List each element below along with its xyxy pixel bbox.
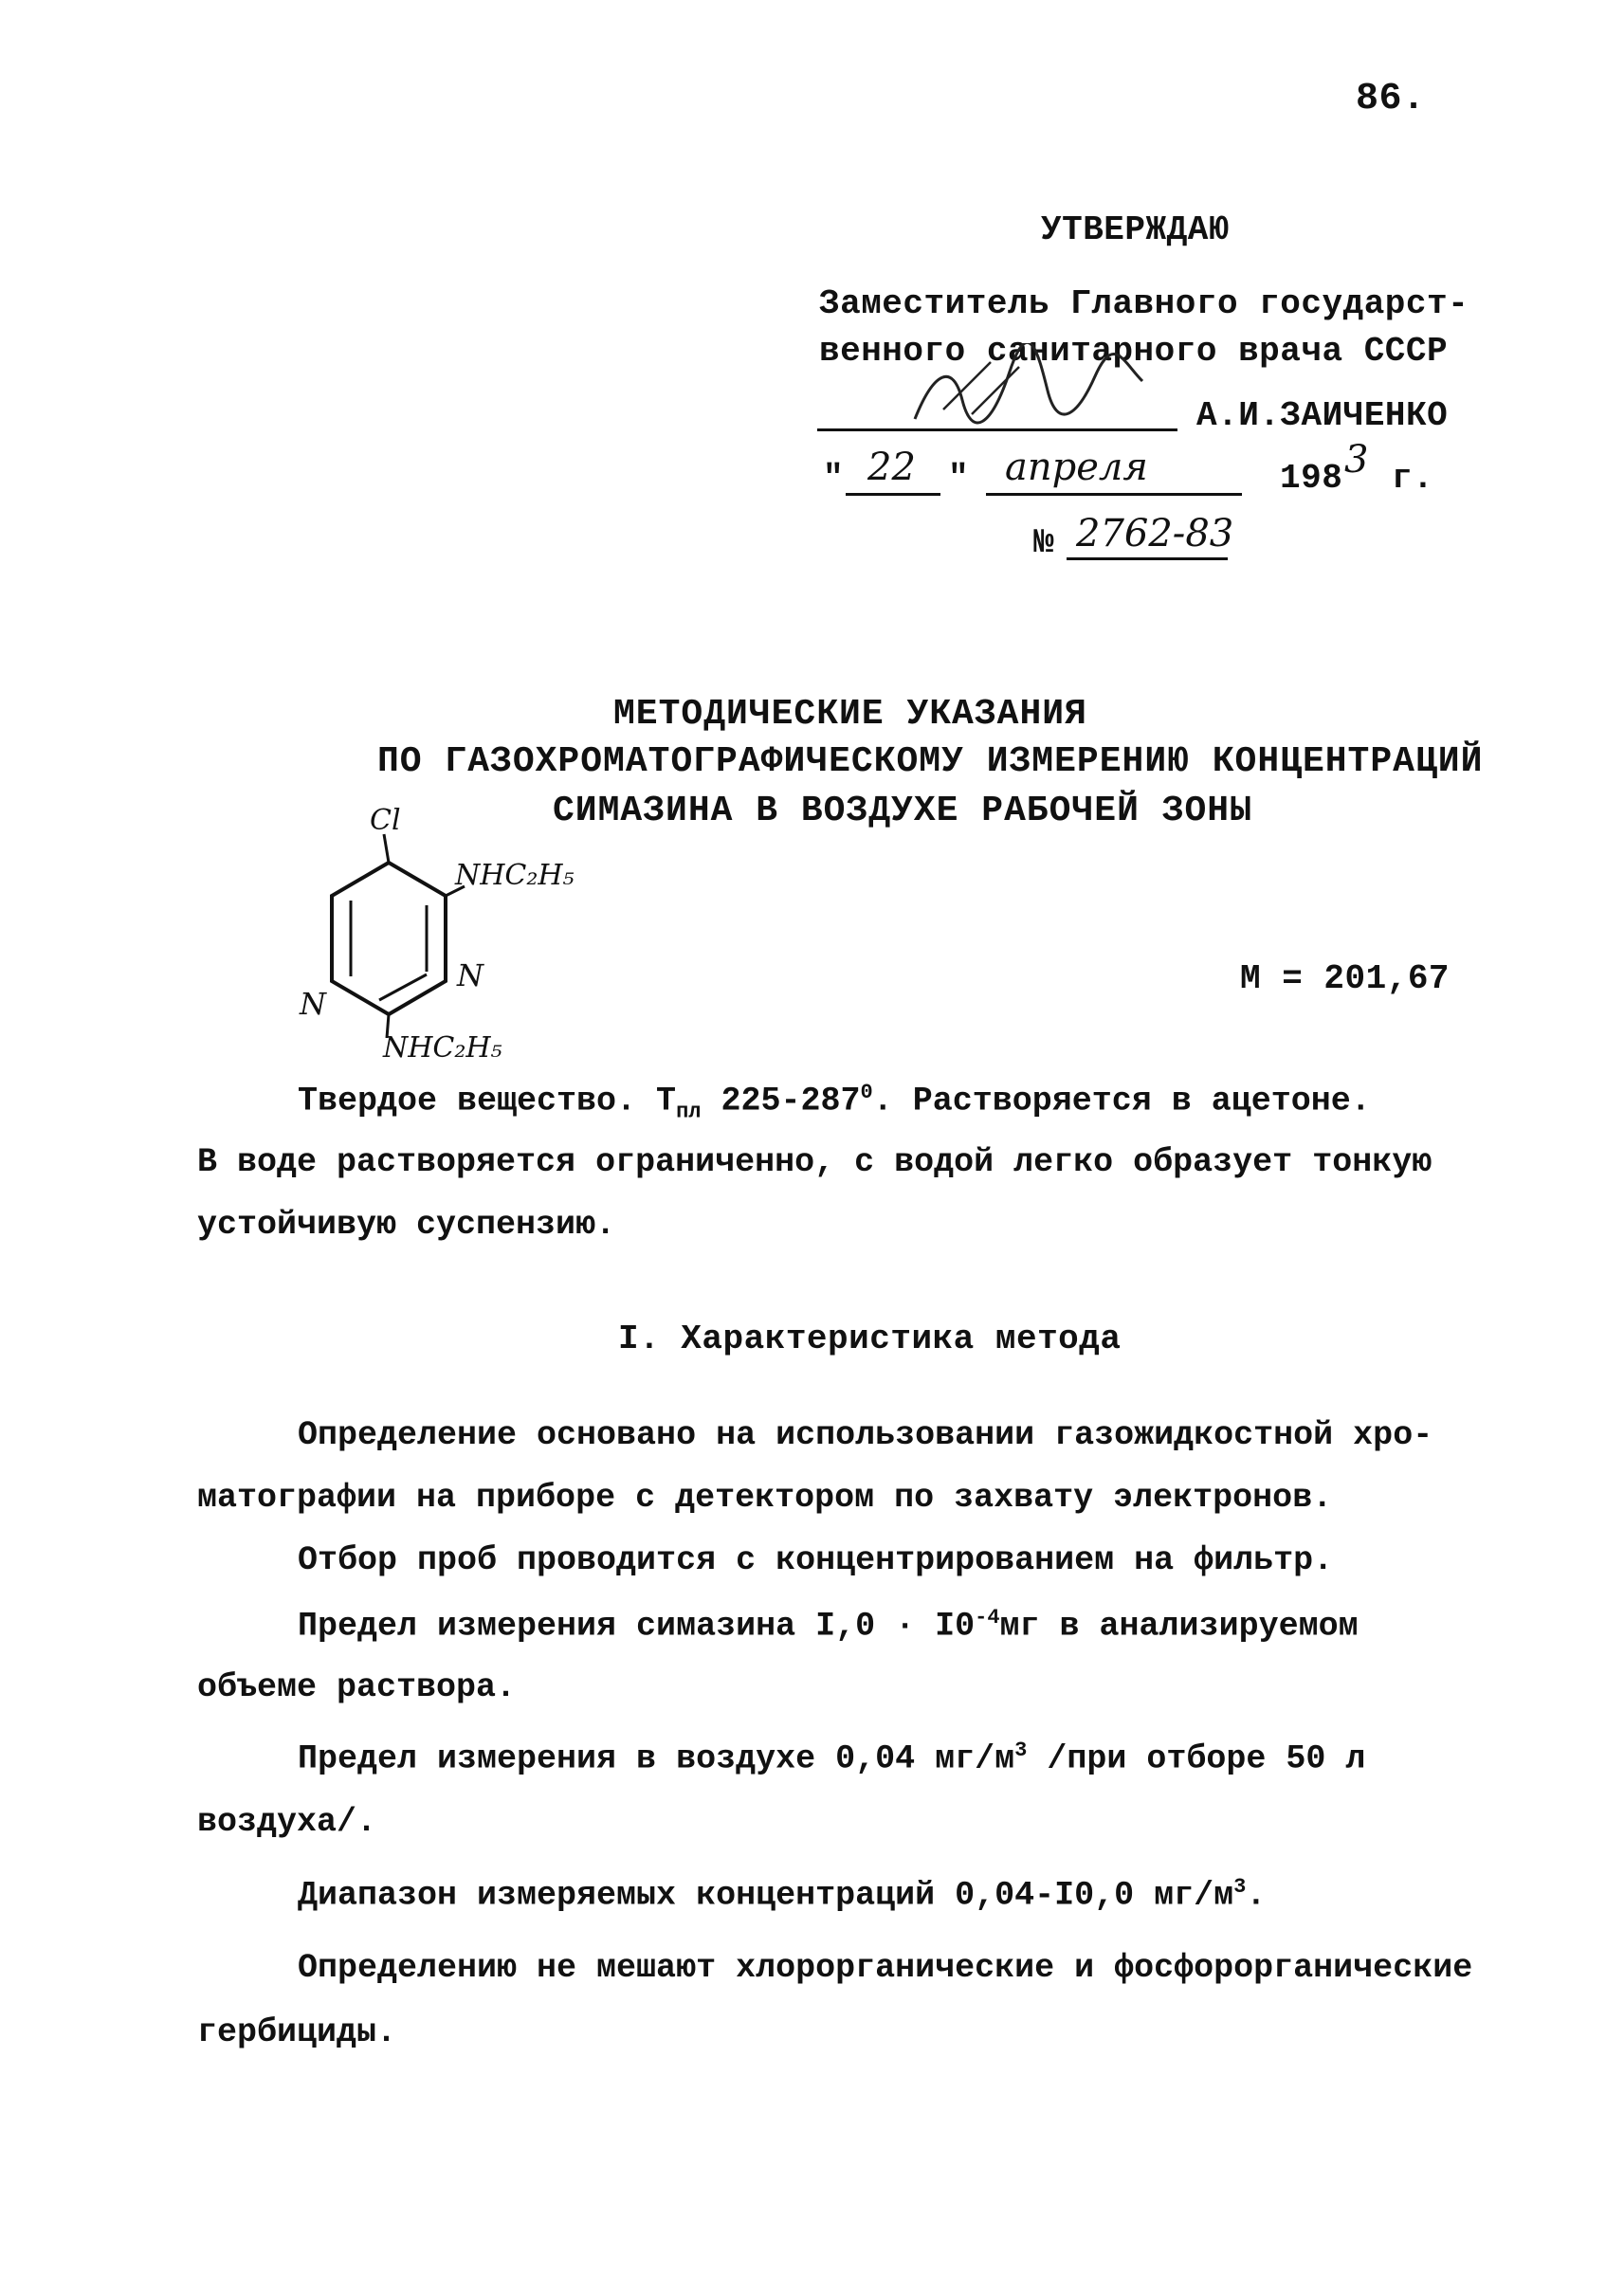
- section-1-para-3-a: Предел измерения симазина I,0 · I0: [298, 1607, 976, 1646]
- registration-number-underline: [1067, 557, 1228, 560]
- section-1-para-6-line-1: Определению не мешают хлорорганические и фосфорорганические: [298, 1949, 1473, 1987]
- date-month: апреля: [1005, 446, 1148, 489]
- registration-number: 2762-83: [1076, 512, 1234, 555]
- date-open-quote: ": [823, 459, 845, 498]
- approval-line-2: венного санитарного врача СССР: [819, 332, 1449, 371]
- degree-superscript: 0: [860, 1081, 873, 1104]
- section-1-para-5-b: .: [1246, 1876, 1267, 1915]
- page-number: 86.: [1356, 78, 1426, 120]
- intro-line-1-a: Твердое вещество. Т: [298, 1082, 677, 1120]
- section-1-para-1-line-1: Определение основано на использовании газожидкостной хро-: [298, 1416, 1433, 1454]
- date-day: 22: [867, 446, 916, 489]
- section-1-para-2: Отбор проб проводится с концентрированием на фильтр.: [298, 1541, 1334, 1579]
- signature-scribble: [905, 343, 1152, 438]
- section-1-para-4-a: Предел измерения в воздухе 0,04 мг/м: [298, 1739, 1015, 1778]
- structure-right-substituent: NHC₂H₅: [455, 859, 575, 892]
- intro-line-3: устойчивую суспензию.: [197, 1206, 616, 1244]
- approval-heading: УТВЕРЖДАЮ: [1041, 210, 1230, 249]
- intro-line-1: [298, 1081, 1371, 1124]
- section-1-para-3-line-2: объеме раствора.: [197, 1668, 517, 1706]
- structure-bottom-substituent: NHC₂H₅: [383, 1031, 502, 1065]
- date-day-underline: [846, 493, 940, 496]
- section-1-para-1-line-2: матографии на приборе с детектором по захвату электронов.: [197, 1479, 1333, 1517]
- structure-top-label: Cl: [370, 804, 401, 837]
- section-1-para-4-line-1: [298, 1739, 1365, 1778]
- melting-point-subscript: пл: [676, 1100, 702, 1124]
- signature-line: [817, 428, 1177, 431]
- structure-ring-n-left: N: [300, 986, 326, 1022]
- approval-signer: А.И.ЗАИЧЕНКО: [1196, 396, 1449, 435]
- section-1-para-4-line-2: воздуха/.: [197, 1803, 377, 1841]
- number-sign: №: [1033, 523, 1055, 562]
- cubic-superscript-2: 3: [1233, 1875, 1247, 1899]
- section-1-para-5: [298, 1875, 1266, 1915]
- section-1-para-3-line-1: [298, 1606, 1359, 1646]
- approval-line-1: Заместитель Главного государст-: [819, 284, 1469, 323]
- date-year-prefix: 198: [1280, 459, 1343, 498]
- section-1-para-5-a: Диапазон измеряемых концентраций 0,04-I0,0 мг/м: [298, 1876, 1234, 1915]
- date-year-suffix: 3: [1344, 438, 1369, 482]
- document-title-line-2: ПО ГАЗОХРОМАТОГРАФИЧЕСКОМУ ИЗМЕРЕНИЮ КОНЦЕНТРАЦИЙ: [377, 741, 1484, 782]
- section-1-para-4-b: /при отборе 50 л: [1027, 1739, 1366, 1778]
- section-1-para-6-line-2: гербициды.: [197, 2013, 397, 2051]
- molar-mass: М = 201,67: [1240, 959, 1451, 998]
- document-title-line-1: МЕТОДИЧЕСКИЕ УКАЗАНИЯ: [613, 694, 1087, 735]
- section-1-para-3-b: мг в анализируемом: [999, 1607, 1359, 1646]
- structure-ring-n-right: N: [457, 957, 484, 993]
- exponent-superscript: -4: [975, 1606, 1000, 1629]
- date-month-underline: [986, 493, 1242, 496]
- section-1-heading: I. Характеристика метода: [618, 1320, 1122, 1358]
- date-year-g: г.: [1392, 459, 1434, 498]
- intro-line-1-c: . Растворяется в ацетоне.: [872, 1082, 1371, 1120]
- intro-line-2: В воде растворяется ограниченно, с водой легко образует тонкую: [197, 1143, 1432, 1181]
- intro-line-1-b: 225-287: [701, 1082, 861, 1120]
- date-close-quote: ": [948, 459, 970, 498]
- document-title-line-3: СИМАЗИНА В ВОЗДУХЕ РАБОЧЕЙ ЗОНЫ: [553, 791, 1252, 831]
- cubic-superscript: 3: [1014, 1739, 1028, 1762]
